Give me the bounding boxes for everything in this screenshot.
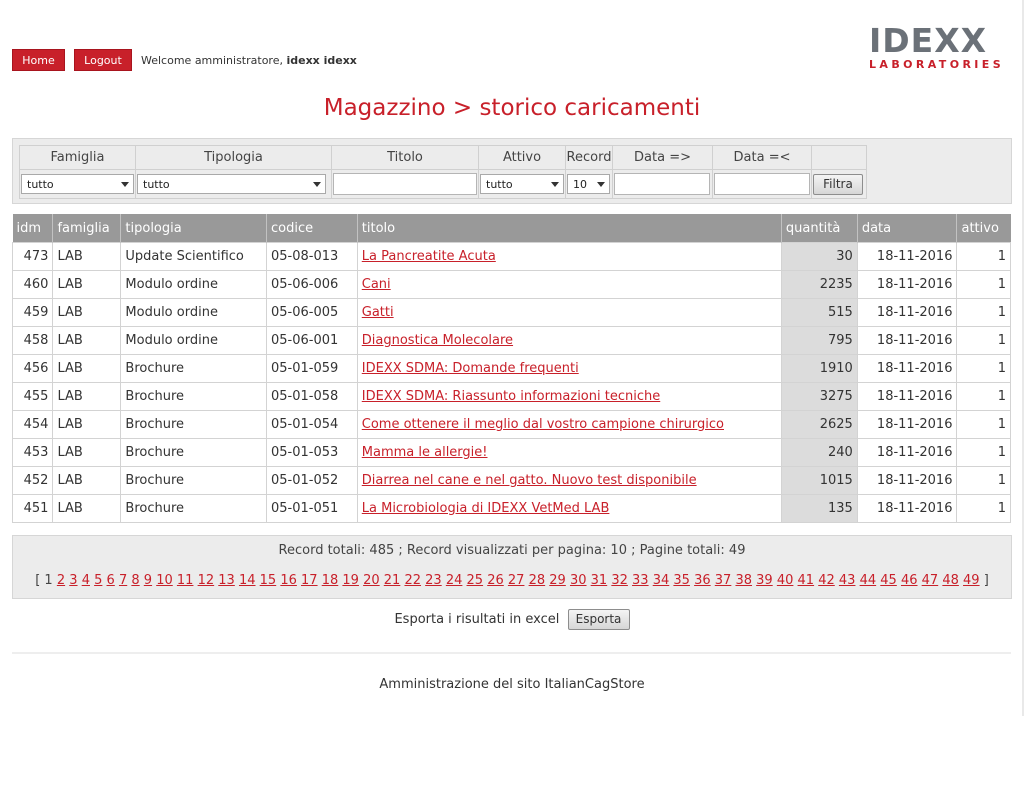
filter-button-cell xyxy=(812,170,867,199)
cell-quantita: 240 xyxy=(781,439,857,467)
cell-titolo xyxy=(357,467,781,495)
cell-codice: 05-01-054 xyxy=(267,411,358,439)
cell-famiglia: LAB xyxy=(53,495,121,523)
page-link[interactable]: 45 xyxy=(880,573,897,588)
cell-idm: 451 xyxy=(13,495,53,523)
cell-tipologia: Modulo ordine xyxy=(121,327,267,355)
page-link[interactable]: 27 xyxy=(507,573,525,588)
chevron-down-icon xyxy=(597,182,605,187)
cell-titolo xyxy=(357,299,781,327)
cell-quantita: 515 xyxy=(781,299,857,327)
cell-quantita: 1015 xyxy=(781,467,857,495)
page-link[interactable]: 11 xyxy=(176,573,194,588)
home-button[interactable]: Home xyxy=(12,49,65,71)
page-link[interactable]: 48 xyxy=(942,573,959,588)
record-cell xyxy=(566,170,613,199)
table-row xyxy=(13,355,1011,383)
filter-panel xyxy=(12,138,1012,204)
cell-codice: 05-01-059 xyxy=(267,355,358,383)
page-link[interactable]: 40 xyxy=(776,573,794,588)
column-header[interactable]: famiglia xyxy=(53,214,121,243)
page-link[interactable]: 19 xyxy=(342,573,359,588)
cell-attivo: 1 xyxy=(957,327,1011,355)
page-link[interactable]: 43 xyxy=(838,573,856,588)
cell-data: 18-11-2016 xyxy=(857,411,957,439)
title-link[interactable]: Mamma le allergie! xyxy=(361,445,488,460)
cell-quantita: 2235 xyxy=(781,271,857,299)
cell-attivo: 1 xyxy=(957,271,1011,299)
cell-famiglia: LAB xyxy=(53,355,121,383)
attivo-select[interactable] xyxy=(480,174,564,194)
cell-tipologia: Brochure xyxy=(121,355,267,383)
column-header[interactable]: quantità xyxy=(781,214,857,243)
page-link[interactable]: 49 xyxy=(963,573,980,588)
famiglia-cell xyxy=(20,170,136,199)
column-header[interactable]: idm xyxy=(13,214,53,243)
filter-table xyxy=(19,145,867,199)
page-link[interactable]: 37 xyxy=(714,573,732,588)
cell-data: 18-11-2016 xyxy=(857,355,957,383)
cell-titolo xyxy=(357,271,781,299)
page-link[interactable]: 26 xyxy=(487,573,504,588)
cell-data: 18-11-2016 xyxy=(857,327,957,355)
cell-tipologia: Brochure xyxy=(121,411,267,439)
pagination-page-list xyxy=(57,573,984,588)
page-link[interactable]: 36 xyxy=(694,573,711,588)
cell-idm: 458 xyxy=(13,327,53,355)
page-link[interactable]: 41 xyxy=(797,573,815,588)
page-link[interactable]: 14 xyxy=(238,573,256,588)
page-link[interactable]: 15 xyxy=(259,573,277,588)
cell-titolo xyxy=(357,243,781,271)
filter-header-record: Record xyxy=(566,146,613,170)
cell-quantita: 795 xyxy=(781,327,857,355)
tipologia-select-value: tutto xyxy=(143,178,170,191)
page-link[interactable]: 23 xyxy=(425,573,442,588)
title-link[interactable]: Diarrea nel cane e nel gatto. Nuovo test disponibile xyxy=(361,473,697,488)
cell-famiglia: LAB xyxy=(53,439,121,467)
tipologia-select[interactable] xyxy=(137,174,326,194)
cell-codice: 05-01-058 xyxy=(267,383,358,411)
cell-idm: 460 xyxy=(13,271,53,299)
table-row xyxy=(13,411,1011,439)
table-row xyxy=(13,271,1011,299)
logout-button[interactable]: Logout xyxy=(74,49,132,71)
cell-tipologia: Brochure xyxy=(121,439,267,467)
cell-tipologia: Brochure xyxy=(121,383,267,411)
chevron-down-icon xyxy=(551,182,559,187)
table-row xyxy=(13,299,1011,327)
page-link[interactable]: 28 xyxy=(528,573,546,588)
cell-idm: 454 xyxy=(13,411,53,439)
famiglia-select[interactable] xyxy=(21,174,134,194)
page-link[interactable]: 35 xyxy=(673,573,690,588)
cell-codice: 05-01-051 xyxy=(267,495,358,523)
cell-titolo xyxy=(357,327,781,355)
cell-tipologia: Modulo ordine xyxy=(121,299,267,327)
title-link[interactable]: Cani xyxy=(361,277,391,292)
page-link[interactable]: 24 xyxy=(445,573,463,588)
pagination-panel xyxy=(12,535,1012,599)
pagination-current-page: 1 xyxy=(44,573,53,588)
cell-quantita: 135 xyxy=(781,495,857,523)
cell-data: 18-11-2016 xyxy=(857,383,957,411)
cell-attivo: 1 xyxy=(957,439,1011,467)
cell-data: 18-11-2016 xyxy=(857,439,957,467)
export-label: Esporta i risultati in excel xyxy=(394,612,560,627)
cell-tipologia: Update Scientifico xyxy=(121,243,267,271)
column-header[interactable]: tipologia xyxy=(121,214,267,243)
table-row xyxy=(13,467,1011,495)
page-link[interactable]: 8 xyxy=(131,573,140,588)
page-link[interactable]: 6 xyxy=(106,573,115,588)
chevron-down-icon xyxy=(313,182,321,187)
cell-tipologia: Brochure xyxy=(121,467,267,495)
cell-titolo xyxy=(357,355,781,383)
column-header[interactable]: titolo xyxy=(357,214,781,243)
data-from-input[interactable] xyxy=(614,173,710,195)
cell-famiglia: LAB xyxy=(53,383,121,411)
page-link[interactable]: 2 xyxy=(56,573,66,588)
title-link[interactable]: Come ottenere il meglio dal vostro campione chirurgico xyxy=(361,417,724,432)
cell-attivo: 1 xyxy=(957,355,1011,383)
cell-quantita: 3275 xyxy=(781,383,857,411)
table-row xyxy=(13,439,1011,467)
title-link[interactable]: IDEXX SDMA: Riassunto informazioni tecniche xyxy=(361,389,661,404)
cell-codice: 05-01-053 xyxy=(267,439,358,467)
page-link[interactable]: 9 xyxy=(143,573,153,588)
cell-idm: 459 xyxy=(13,299,53,327)
welcome-message xyxy=(141,54,357,67)
record-select[interactable] xyxy=(567,174,610,194)
cell-idm: 473 xyxy=(13,243,53,271)
attivo-cell xyxy=(479,170,566,199)
page-link[interactable]: 47 xyxy=(921,573,939,588)
cell-quantita: 30 xyxy=(781,243,857,271)
column-header[interactable]: attivo xyxy=(957,214,1011,243)
page-link[interactable]: 33 xyxy=(632,573,649,588)
page-link[interactable]: 4 xyxy=(81,573,90,588)
page-link[interactable]: 39 xyxy=(756,573,773,588)
attivo-select-value: tutto xyxy=(486,178,513,191)
cell-attivo: 1 xyxy=(957,411,1011,439)
cell-idm: 455 xyxy=(13,383,53,411)
filter-button[interactable]: Filtra xyxy=(813,174,863,195)
divider xyxy=(12,652,1011,654)
page-link[interactable]: 34 xyxy=(652,573,670,588)
cell-attivo: 1 xyxy=(957,243,1011,271)
cell-codice: 05-06-005 xyxy=(267,299,358,327)
column-header[interactable]: codice xyxy=(267,214,358,243)
title-link[interactable]: Gatti xyxy=(361,305,394,320)
pagination-open-bracket: [ xyxy=(35,573,41,588)
page-title: Magazzino > storico caricamenti xyxy=(323,95,701,121)
page-link[interactable]: 25 xyxy=(466,573,484,588)
cell-famiglia: LAB xyxy=(53,327,121,355)
table-row xyxy=(13,495,1011,523)
export-bar xyxy=(0,609,1024,630)
cell-tipologia: Brochure xyxy=(121,495,267,523)
cell-famiglia: LAB xyxy=(53,243,121,271)
tipologia-cell xyxy=(136,170,332,199)
cell-idm: 452 xyxy=(13,467,53,495)
pagination-info: Record totali: 485 ; Record visualizzati per pagina: 10 ; Pagine totali: 49 xyxy=(278,543,746,558)
page-link[interactable]: 21 xyxy=(383,573,401,588)
page-link[interactable]: 46 xyxy=(900,573,918,588)
idexx-logo xyxy=(869,21,1013,72)
data-from-cell xyxy=(613,170,713,199)
page-link[interactable]: 18 xyxy=(321,573,339,588)
filter-header-tipologia: Tipologia xyxy=(136,146,332,170)
cell-famiglia: LAB xyxy=(53,299,121,327)
cell-tipologia: Modulo ordine xyxy=(121,271,267,299)
cell-titolo xyxy=(357,495,781,523)
page-link[interactable]: 10 xyxy=(156,573,173,588)
page-link[interactable]: 30 xyxy=(569,573,587,588)
results-table xyxy=(12,214,1011,523)
cell-quantita: 1910 xyxy=(781,355,857,383)
filter-header-empty xyxy=(812,146,867,170)
page-link[interactable]: 31 xyxy=(590,573,608,588)
page-link[interactable]: 5 xyxy=(94,573,103,588)
cell-attivo: 1 xyxy=(957,383,1011,411)
page-link[interactable]: 16 xyxy=(280,573,297,588)
titolo-cell xyxy=(332,170,479,199)
title-link[interactable]: IDEXX SDMA: Domande frequenti xyxy=(361,361,579,376)
record-select-value: 10 xyxy=(573,178,587,191)
page-link[interactable]: 32 xyxy=(611,573,628,588)
filter-header-data-from: Data => xyxy=(613,146,713,170)
titolo-input[interactable] xyxy=(333,173,477,195)
column-header[interactable]: data xyxy=(857,214,957,243)
cell-titolo xyxy=(357,383,781,411)
cell-attivo: 1 xyxy=(957,467,1011,495)
cell-codice: 05-01-052 xyxy=(267,467,358,495)
logo-mark: IDEXX xyxy=(869,21,988,60)
user-name: idexx idexx xyxy=(286,54,357,67)
cell-codice: 05-06-001 xyxy=(267,327,358,355)
cell-titolo xyxy=(357,439,781,467)
page-link[interactable]: 38 xyxy=(735,573,753,588)
cell-codice: 05-08-013 xyxy=(267,243,358,271)
page-link[interactable]: 7 xyxy=(118,573,128,588)
cell-famiglia: LAB xyxy=(53,411,121,439)
pagination-links xyxy=(13,573,1011,588)
cell-titolo xyxy=(357,411,781,439)
cell-data: 18-11-2016 xyxy=(857,271,957,299)
page-link[interactable]: 22 xyxy=(404,573,422,588)
famiglia-select-value: tutto xyxy=(27,178,54,191)
data-to-cell xyxy=(713,170,812,199)
cell-famiglia: LAB xyxy=(53,271,121,299)
title-link[interactable]: La Microbiologia di IDEXX VetMed LAB xyxy=(361,501,610,516)
filter-header-famiglia: Famiglia xyxy=(20,146,136,170)
table-row xyxy=(13,243,1011,271)
page-link[interactable]: 42 xyxy=(818,573,835,588)
cell-idm: 456 xyxy=(13,355,53,383)
cell-attivo: 1 xyxy=(957,299,1011,327)
page-link[interactable]: 20 xyxy=(363,573,380,588)
page-link[interactable]: 29 xyxy=(549,573,566,588)
page-link[interactable]: 12 xyxy=(197,573,215,588)
page-link[interactable]: 44 xyxy=(859,573,877,588)
data-to-input[interactable] xyxy=(714,173,810,195)
title-link[interactable]: Diagnostica Molecolare xyxy=(361,333,514,348)
cell-data: 18-11-2016 xyxy=(857,495,957,523)
table-row xyxy=(13,327,1011,355)
cell-codice: 05-06-006 xyxy=(267,271,358,299)
page-link[interactable]: 13 xyxy=(218,573,235,588)
logo-subtitle: LABORATORIES xyxy=(869,58,1005,71)
table-header-row xyxy=(13,214,1011,243)
cell-famiglia: LAB xyxy=(53,467,121,495)
filter-header-attivo: Attivo xyxy=(479,146,566,170)
table-row xyxy=(13,383,1011,411)
cell-attivo: 1 xyxy=(957,495,1011,523)
page-link[interactable]: 3 xyxy=(69,573,78,588)
cell-quantita: 2625 xyxy=(781,411,857,439)
cell-data: 18-11-2016 xyxy=(857,299,957,327)
footer-text: Amministrazione del sito ItalianCagStore xyxy=(379,677,645,692)
title-link[interactable]: La Pancreatite Acuta xyxy=(361,249,496,264)
cell-data: 18-11-2016 xyxy=(857,243,957,271)
welcome-text: Welcome amministratore, xyxy=(141,54,283,67)
export-button[interactable]: Esporta xyxy=(568,609,630,630)
page-link[interactable]: 17 xyxy=(301,573,318,588)
pagination-close-bracket: ] xyxy=(983,573,989,588)
cell-idm: 453 xyxy=(13,439,53,467)
cell-data: 18-11-2016 xyxy=(857,467,957,495)
filter-header-data-to: Data =< xyxy=(713,146,812,170)
filter-header-titolo: Titolo xyxy=(332,146,479,170)
chevron-down-icon xyxy=(121,182,129,187)
